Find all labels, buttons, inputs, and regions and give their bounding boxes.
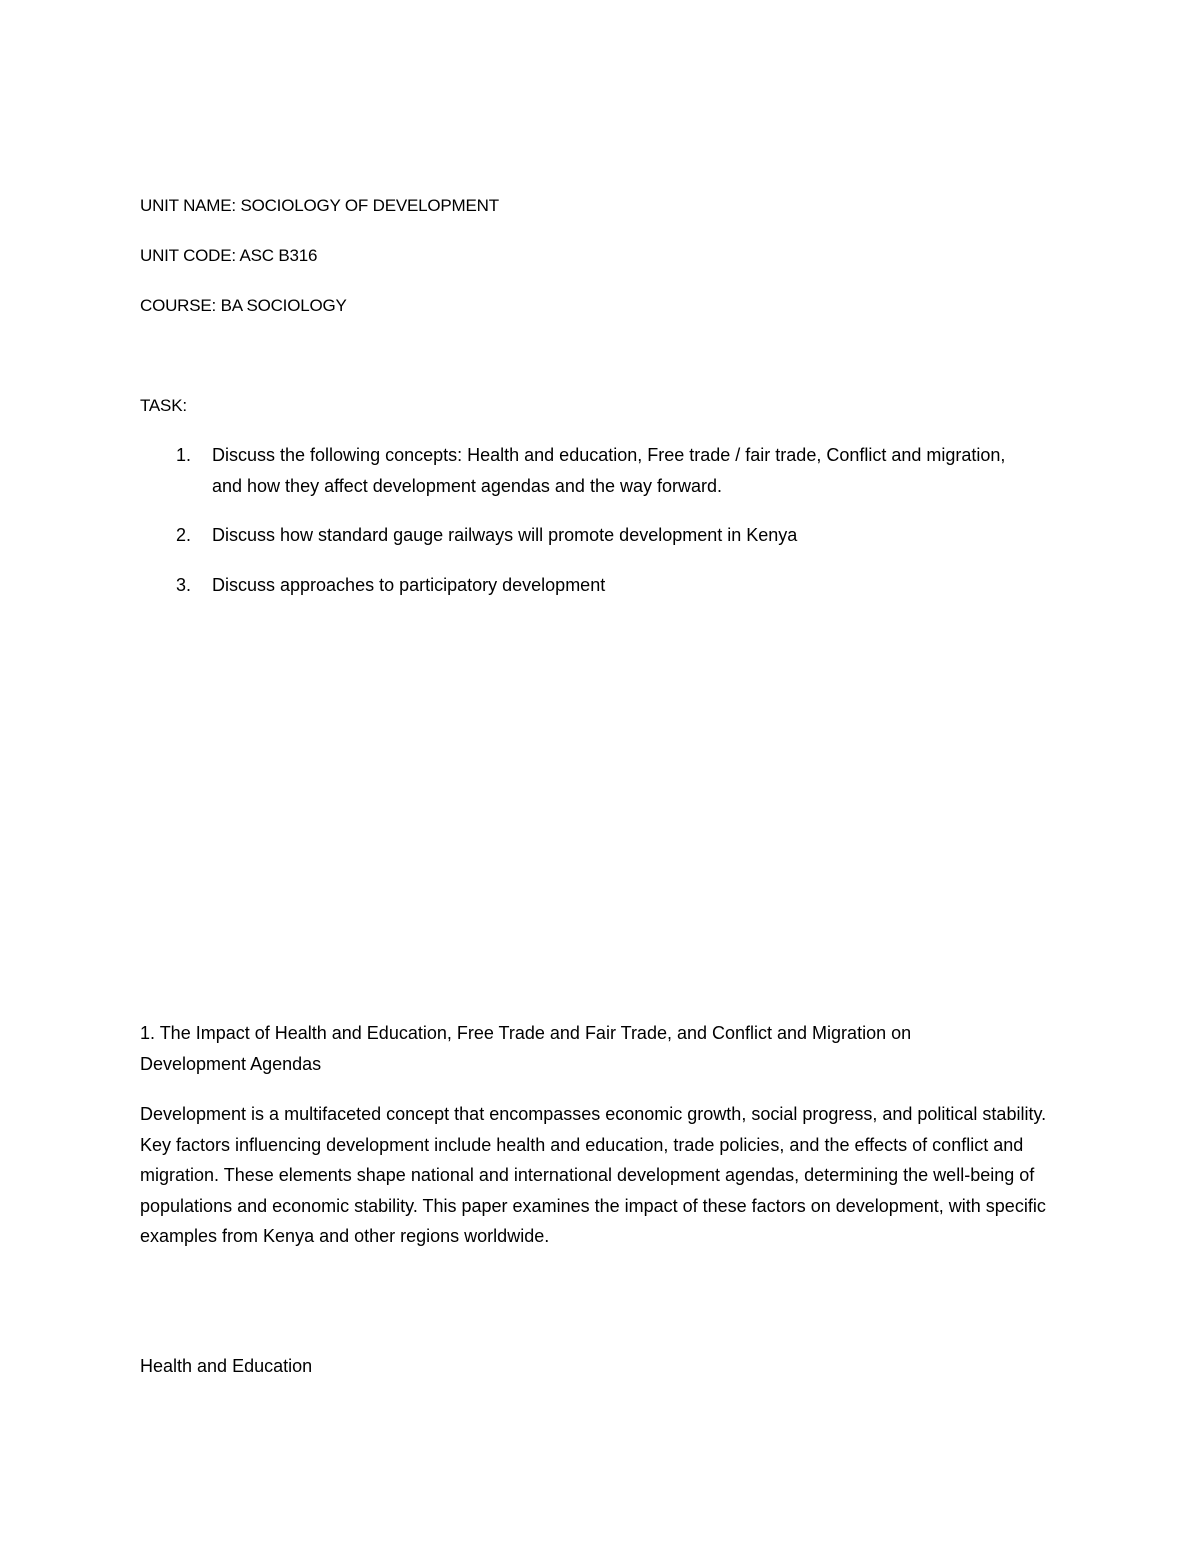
task-item-text: Discuss approaches to participatory development (212, 575, 606, 595)
unit-name-line: UNIT NAME: SOCIOLOGY OF DEVELOPMENT (140, 196, 499, 215)
task-item-text: Discuss the following concepts: Health and education, Free trade / fair trade, Conflict and migration, and how they affect development agendas and the way forward. (212, 445, 1006, 496)
section-heading: 1. The Impact of Health and Education, Free Trade and Fair Trade, and Conflict and Migration on Development Agendas (140, 1023, 912, 1074)
course-line: COURSE: BA SOCIOLOGY (140, 296, 347, 315)
task-item-text: Discuss how standard gauge railways will promote development in Kenya (212, 525, 798, 545)
task-item-number: 1. (176, 445, 192, 465)
unit-code-line: UNIT CODE: ASC B316 (140, 246, 318, 265)
task-item-number: 2. (176, 525, 192, 545)
task-item-number: 3. (176, 575, 192, 595)
task-label: TASK: (140, 396, 187, 415)
intro-paragraph: Development is a multifaceted concept that encompasses economic growth, social progress, and political stability. Key factors influencing development include health and education, trade policies, and the effects of conflict and migration. These elements shape national and international development agendas, determining the well-being of populations and economic stability. This paper examines the impact of these factors on development, with specific examples from Kenya and other regions worldwide. (140, 1104, 1047, 1246)
subheading-health-education: Health and Education (140, 1356, 313, 1376)
